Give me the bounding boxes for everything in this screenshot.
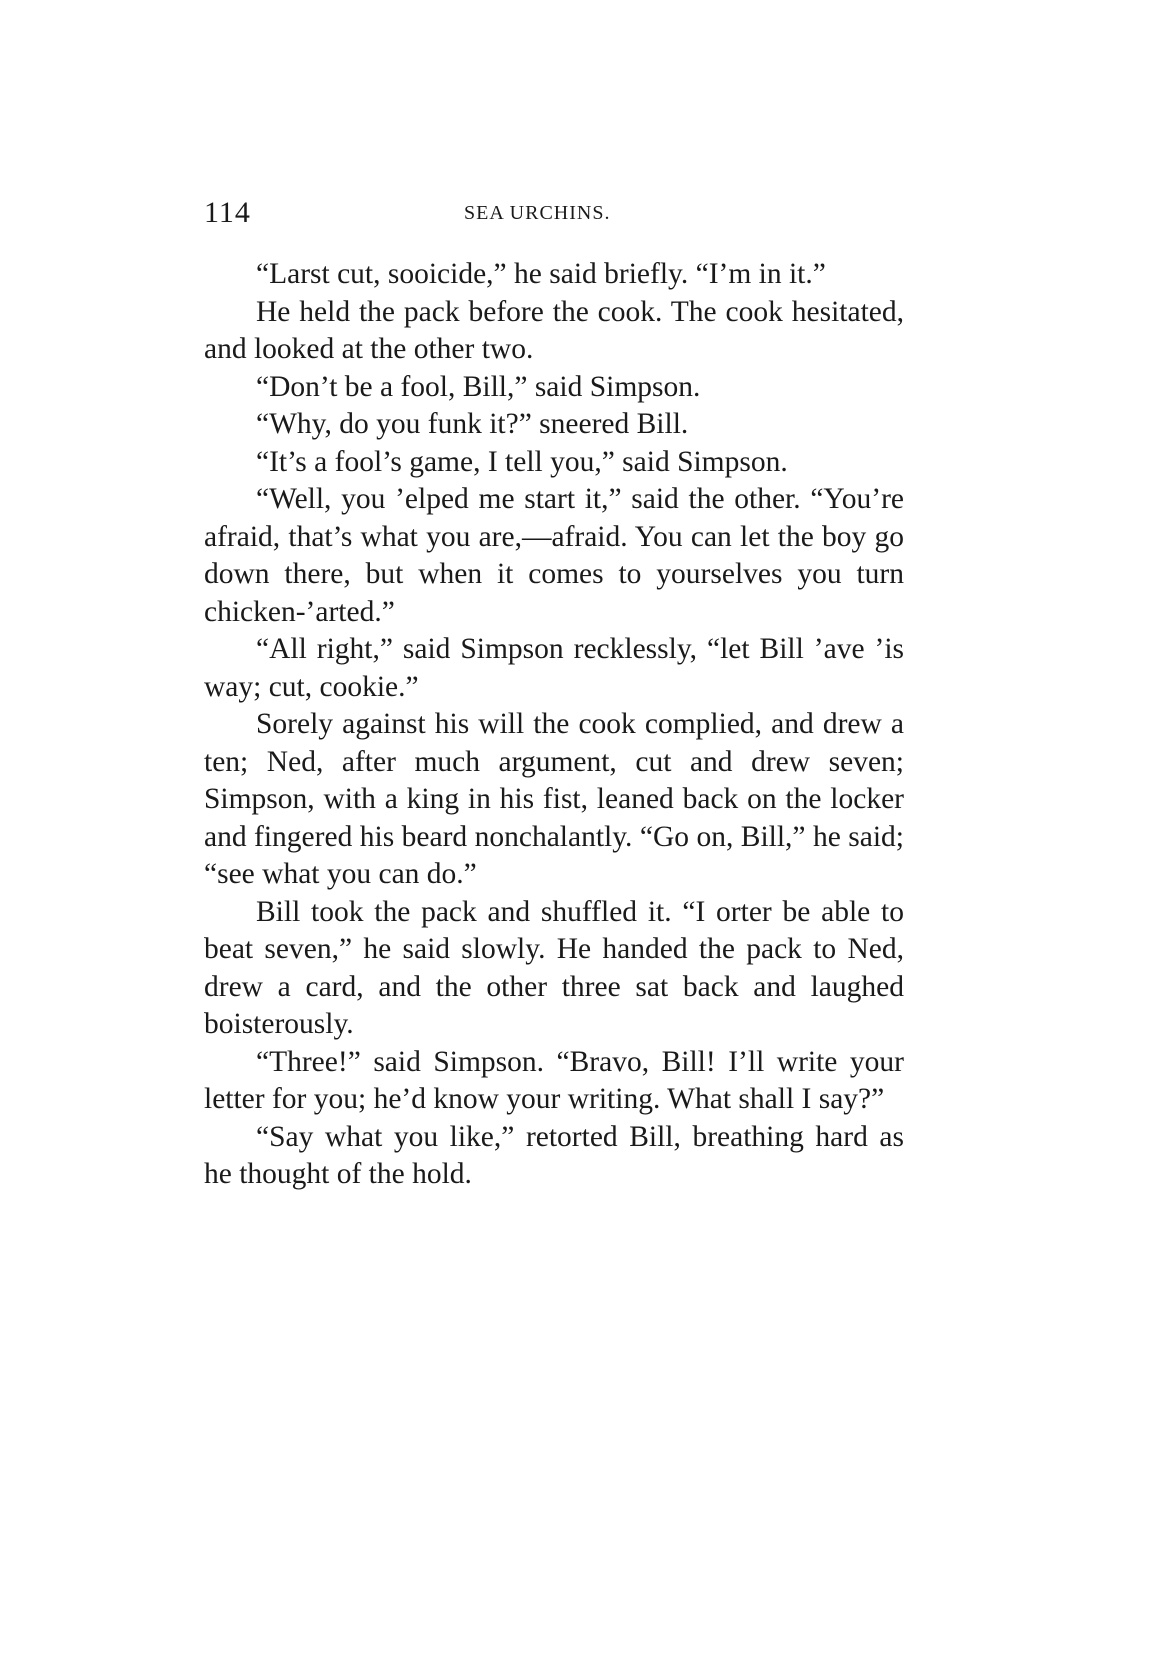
paragraph: He held the pack before the cook. The cook hesitated, and looked at the other two. xyxy=(204,295,904,365)
paragraph: Bill took the pack and shuffled it. “I orter be able to beat seven,” he said slowly. He handed the pack to Ned, drew a card, and the other three sat back and laughed boisterously. xyxy=(204,895,904,1040)
page-number: 114 xyxy=(204,196,251,229)
paragraph: “Larst cut, sooicide,” he said briefly. “I’m in it.” xyxy=(256,258,826,290)
body-text xyxy=(204,256,904,1194)
paragraph: “All right,” said Simpson recklessly, “let Bill ’ave ’is way; cut, cookie.” xyxy=(204,633,904,703)
paragraph: “Say what you like,” retorted Bill, breathing hard as he thought of the hold. xyxy=(204,1120,904,1190)
paragraph: “Why, do you funk it?” sneered Bill. xyxy=(256,408,689,440)
paragraph: “It’s a fool’s game, I tell you,” said Simpson. xyxy=(256,445,788,478)
paragraph: “Well, you ’elped me start it,” said the other. “You’re afraid, that’s what you are,—afraid. You can let the boy go down there, but when it comes to yourselves you turn chicken-’arted.” xyxy=(204,483,904,628)
paragraph: “Don’t be a fool, Bill,” said Simpson. xyxy=(256,370,701,403)
paragraph: Sorely against his will the cook complied, and drew a ten; Ned, after much argument, cut and drew seven; Simpson, with a king in his fist, leaned back on the locker and fingered his beard nonchalantly. “Go on, Bill,” he said; “see what you can do.” xyxy=(204,708,904,890)
paragraph: “Three!” said Simpson. “Bravo, Bill! I’ll write your letter for you; he’d know your writing. What shall I say?” xyxy=(204,1045,904,1115)
running-head xyxy=(204,196,904,236)
running-title: SEA URCHINS. xyxy=(464,202,611,224)
